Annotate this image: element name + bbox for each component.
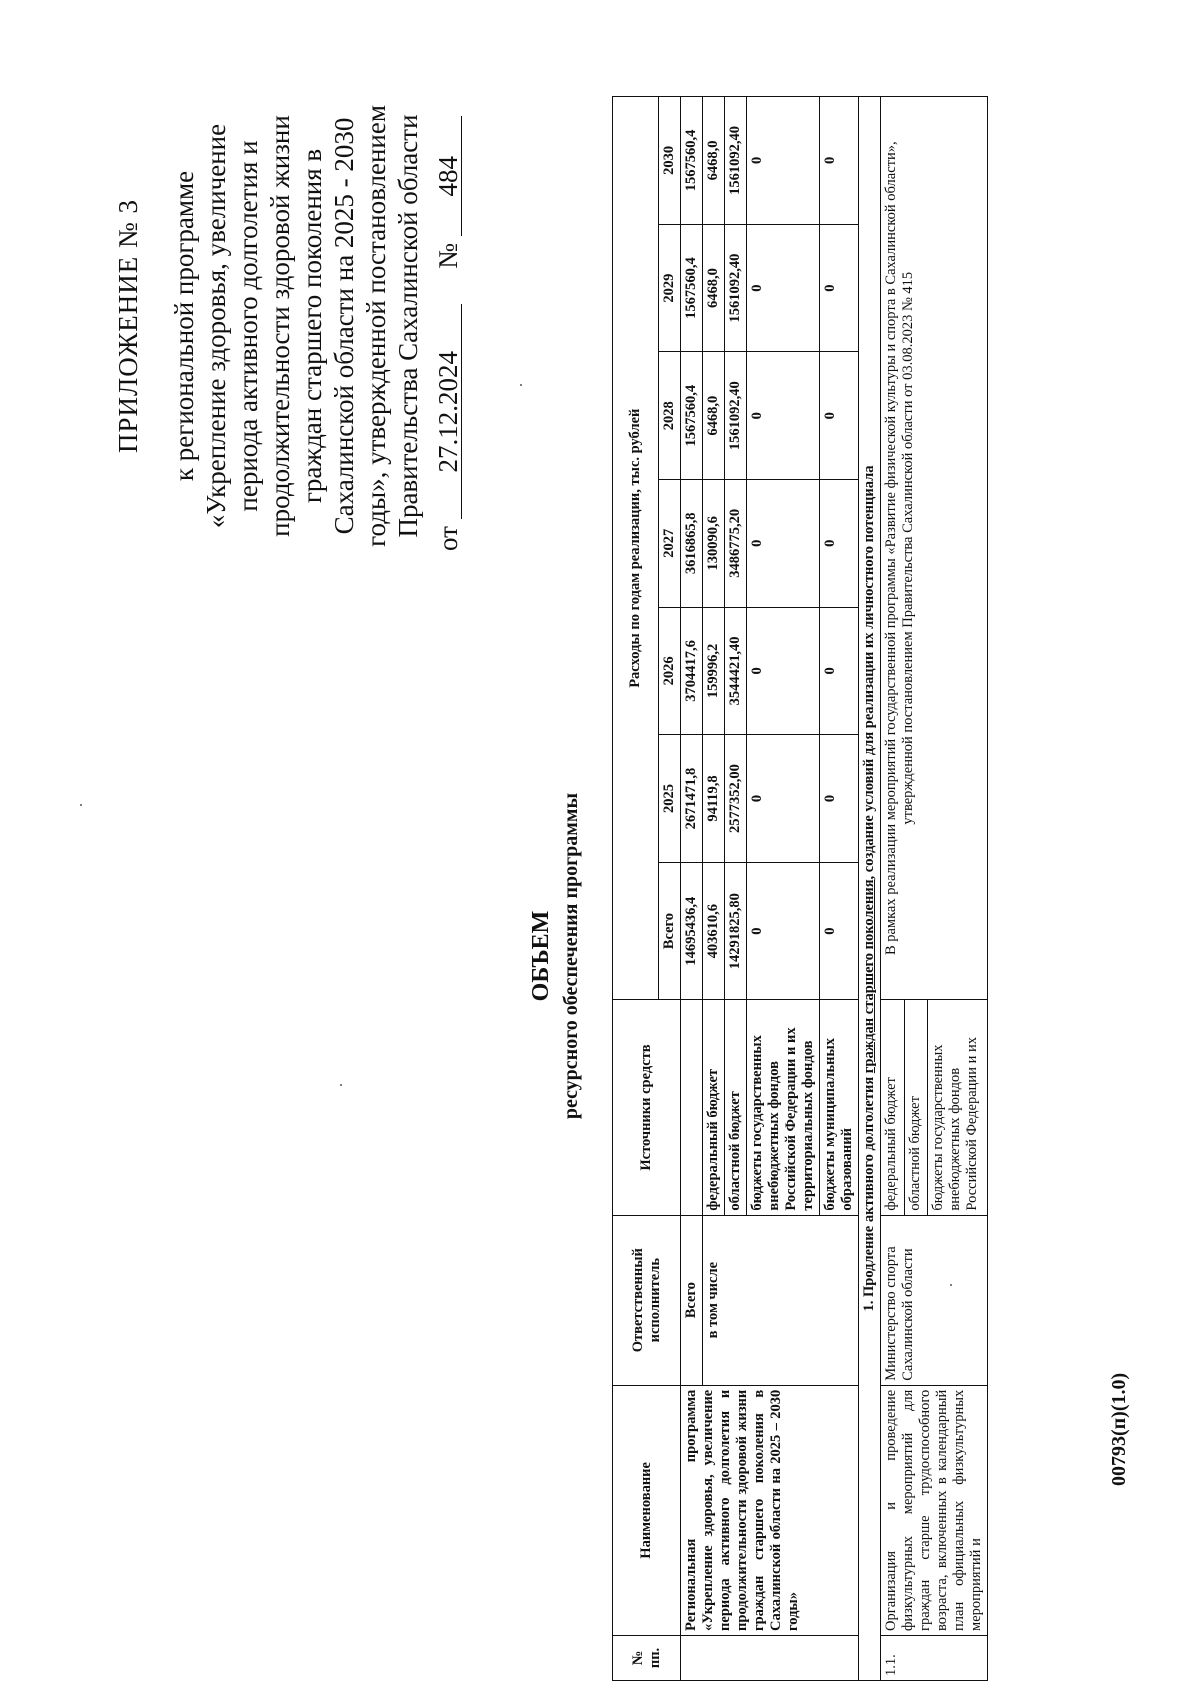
header-year: 2028 — [659, 352, 681, 480]
value-cell: 0 — [747, 224, 820, 352]
header-expenses: Расходы по годам реализации, тыс. рублей — [613, 97, 659, 1000]
value-cell: 0 — [820, 224, 859, 352]
header-sources: Источники средств — [613, 1000, 681, 1215]
value-cell: 1567560,4 — [681, 224, 703, 352]
value-cell: 403610,6 — [703, 862, 725, 1000]
scan-speck — [950, 1284, 952, 1286]
value-cell: 2671471,8 — [681, 735, 703, 863]
source-cell: бюджеты муниципальных образований — [820, 1000, 859, 1215]
header-executor: Ответственный исполнитель — [613, 1215, 681, 1385]
value-cell: 6468,0 — [703, 97, 725, 225]
scan-speck — [520, 384, 522, 386]
executor-total: Всего — [681, 1215, 703, 1385]
value-cell: 6468,0 — [703, 352, 725, 480]
item-executor: Министерство спорта Сахалинской области — [881, 1215, 988, 1385]
section-title: 1. Продление активного долголетия граждан старшего поколения, создание условий для реализации их личностного потенциала — [859, 97, 881, 1681]
program-name: Региональная программа «Укрепление здоровья, увеличение периода активного долголетия и продолжительности здоровой жизни граждан старшего поколения в Сахалинской области на 2025 – 2030 годы» — [681, 1385, 859, 1635]
value-cell: 3616865,8 — [681, 479, 703, 607]
date-prefix: от — [433, 526, 463, 551]
value-cell: 0 — [820, 97, 859, 225]
scan-speck — [340, 1084, 342, 1086]
item-name: Организация и проведение физкультурных мероприятий для граждан старше трудоспособного возраста, включенных в календарный план официальных физкультурных мероприятий и — [881, 1385, 988, 1635]
value-cell: 0 — [820, 607, 859, 735]
value-cell: 3486775,20 — [725, 479, 747, 607]
item-source: бюджеты государственных внебюджетных фондов Российской Федерации и их — [928, 1000, 988, 1215]
value-cell: 3704417,6 — [681, 607, 703, 735]
value-cell: 0 — [820, 352, 859, 480]
executor-including: в том числе — [703, 1215, 859, 1385]
header-num: № пп. — [613, 1635, 681, 1680]
section-row — [859, 97, 881, 1681]
scan-speck — [80, 804, 82, 806]
value-cell: 1561092,40 — [725, 97, 747, 225]
value-cell: 14695436,4 — [681, 862, 703, 1000]
item-source: областной бюджет — [904, 1000, 928, 1215]
header-year: 2030 — [659, 97, 681, 225]
value-cell: 0 — [747, 607, 820, 735]
approval-block — [112, 101, 464, 551]
appendix-header: ПРИЛОЖЕНИЕ № 3 — [113, 198, 143, 454]
table-row — [881, 97, 905, 1681]
value-cell: 0 — [747, 479, 820, 607]
header-year: 2026 — [659, 607, 681, 735]
approval-date-line — [432, 101, 464, 551]
value-cell: 1561092,40 — [725, 352, 747, 480]
header-year: 2025 — [659, 735, 681, 863]
value-cell: 0 — [747, 352, 820, 480]
item-note: В рамках реализации мероприятий государственной программы «Развитие физической культуры и спорта в Сахалинской области», утвержденной постановлением Правительства Сахалинской области от 03.08.2023 № 415 — [881, 97, 988, 1000]
appendix-body: к региональной программе «Укрепление здоровья, увеличение периода активного долголетия и продолжительности здоровой жизни граждан старшего поколения в Сахалинской области на 2025 - 2030 годы», утвержденной постановлением Правительства Сахалинской области — [169, 105, 423, 547]
number-prefix: № — [433, 243, 463, 269]
value-cell: 2577352,00 — [725, 735, 747, 863]
value-cell: 0 — [820, 735, 859, 863]
value-cell: 0 — [747, 97, 820, 225]
value-cell: 1561092,40 — [725, 224, 747, 352]
value-cell: 130090,6 — [703, 479, 725, 607]
document-code: 00793(п)(1.0) — [1108, 1372, 1130, 1486]
source-cell: областной бюджет — [725, 1000, 747, 1215]
value-cell: 0 — [820, 862, 859, 1000]
value-cell: 159996,2 — [703, 607, 725, 735]
header-year: 2029 — [659, 224, 681, 352]
source-cell: федеральный бюджет — [703, 1000, 725, 1215]
value-cell: 6468,0 — [703, 224, 725, 352]
table-row — [681, 97, 703, 1681]
header-year: Всего — [659, 862, 681, 1000]
item-source: федеральный бюджет — [881, 1000, 905, 1215]
value-cell: 3544421,40 — [725, 607, 747, 735]
value-cell: 0 — [747, 735, 820, 863]
item-num: 1.1. — [881, 1635, 988, 1680]
source-cell: бюджеты государственных внебюджетных фондов Российской Федерации и их территориальных фондов — [747, 1000, 820, 1215]
header-name: Наименование — [613, 1385, 681, 1635]
document-title: ОБЪЕМ — [528, 910, 554, 1002]
approval-number: 484 — [435, 116, 462, 236]
value-cell: 14291825,80 — [725, 862, 747, 1000]
resource-table — [612, 96, 988, 1681]
value-cell: 0 — [820, 479, 859, 607]
document-subtitle: ресурсного обеспечения программы — [560, 792, 582, 1120]
source-cell — [681, 1000, 703, 1215]
value-cell: 94119,8 — [703, 735, 725, 863]
value-cell: 1567560,4 — [681, 352, 703, 480]
value-cell: 0 — [747, 862, 820, 1000]
value-cell: 1567560,4 — [681, 97, 703, 225]
header-year: 2027 — [659, 479, 681, 607]
approval-date: 27.12.2024 — [435, 304, 462, 519]
